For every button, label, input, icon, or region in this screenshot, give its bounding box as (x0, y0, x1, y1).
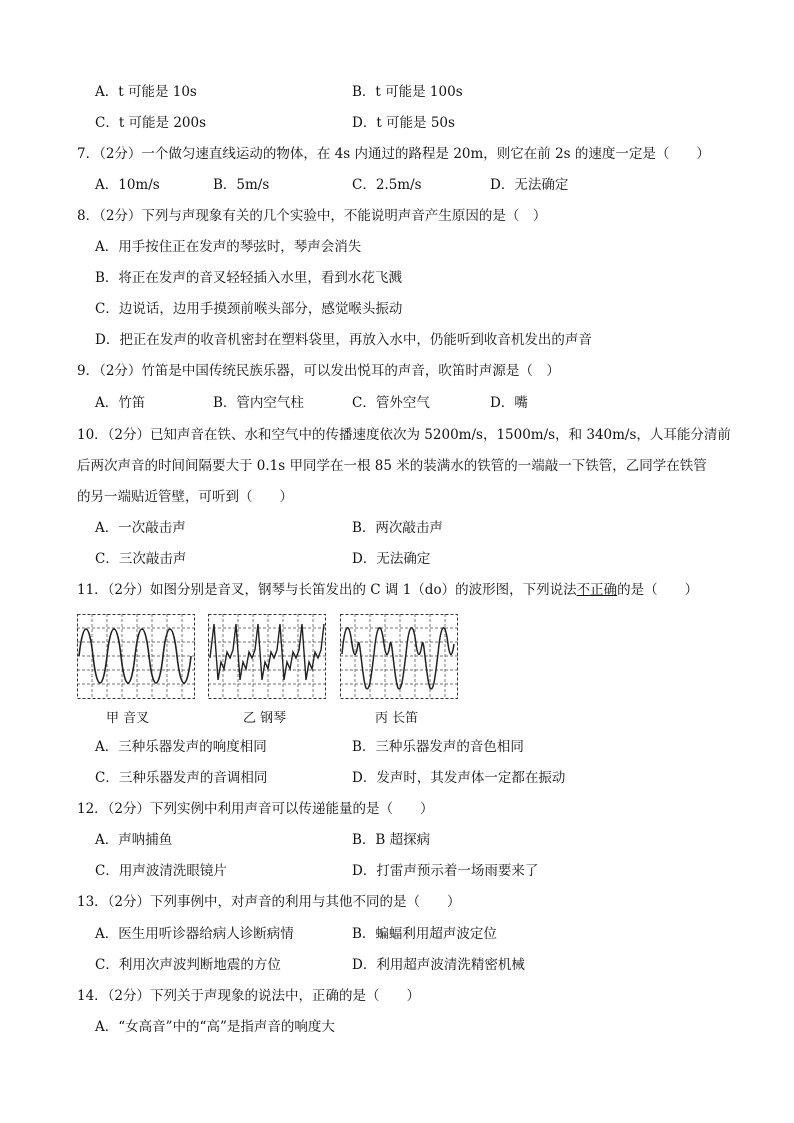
q13-option-b[interactable]: B．蝙蝠利用超声波定位 (352, 926, 497, 942)
q13-stem: 13．（2分）下列事例中，对声音的利用与其他不同的是（ ） (77, 894, 461, 910)
q6-option-c[interactable]: C．t 可能是 200s (95, 115, 207, 131)
q12-option-a[interactable]: A．声呐捕鱼 (95, 832, 173, 848)
q7-option-b[interactable]: B．5m/s (213, 177, 270, 193)
q11-option-b[interactable]: B．三种乐器发声的音色相同 (352, 739, 524, 755)
q10-option-d[interactable]: D．无法确定 (352, 551, 431, 567)
q7-option-c[interactable]: C．2.5m/s (352, 177, 422, 193)
q7-option-d[interactable]: D．无法确定 (490, 177, 569, 193)
q11-stem (77, 581, 698, 599)
q10-stem-line-3: 的另一端贴近管壁，可听到（ ） (77, 489, 293, 505)
q11-option-c[interactable]: C．三种乐器发声的音调相同 (95, 770, 268, 786)
q10-option-a[interactable]: A．一次敲击声 (95, 520, 186, 536)
q14-option-a[interactable]: A．“女高音”中的“高”是指声音的响度大 (95, 1019, 335, 1035)
q11-option-d[interactable]: D．发声时，其发声体一定都在振动 (352, 770, 566, 786)
q10-stem-line-2: 后两次声音的时间间隔要大于 0.1s 甲同学在一根 85 米的装满水的铁管的一端敲一下铁管，乙同学在铁管 (77, 458, 707, 474)
q13-option-a[interactable]: A．医生用听诊器给病人诊断病情 (95, 926, 294, 942)
q12-option-b[interactable]: B．B 超探病 (352, 832, 431, 848)
q6-option-d[interactable]: D．t 可能是 50s (352, 115, 455, 131)
q6-option-b[interactable]: B．t 可能是 100s (352, 84, 463, 100)
q12-option-c[interactable]: C．用声波清洗眼镜片 (95, 863, 227, 879)
q10-stem-line-1: 10．（2分）已知声音在铁、水和空气中的传播速度依次为 5200m/s，1500m/s，和 340m/s，人耳能分清前 (77, 427, 731, 443)
q11-stem-pre: 11．（2分）如图分别是音叉，钢琴与长笛发出的 C 调 1（do）的波形图，下列说法 (77, 582, 577, 598)
q14-stem: 14．（2分）下列关于声现象的说法中，正确的是（ ） (77, 988, 421, 1004)
q10-option-b[interactable]: B．两次敲击声 (352, 520, 443, 536)
q13-option-c[interactable]: C．利用次声波判断地震的方位 (95, 957, 281, 973)
q7-stem: 7．（2分）一个做匀速直线运动的物体，在 4s 内通过的路程是 20m，则它在前 2s 的速度一定是（ ） (77, 146, 710, 162)
q12-option-d[interactable]: D．打雷声预示着一场雨要来了 (352, 863, 539, 879)
q11-option-a[interactable]: A．三种乐器发声的响度相同 (95, 739, 267, 755)
q9-option-d[interactable]: D．嘴 (490, 395, 528, 411)
q11-stem-underlined: 不正确 (576, 582, 618, 598)
q12-stem: 12．（2分）下列实例中利用声音可以传递能量的是（ ） (77, 801, 434, 817)
q13-option-d[interactable]: D．利用超声波清洗精密机械 (352, 957, 525, 973)
caption-flute: 丙 长笛 (375, 711, 419, 726)
flute-waveform (340, 614, 458, 699)
caption-piano: 乙 钢琴 (243, 711, 287, 726)
q8-stem: 8．（2分）下列与声现象有关的几个实验中，不能说明声音产生原因的是（ ） (77, 208, 547, 224)
q10-option-c[interactable]: C．三次敲击声 (95, 551, 187, 567)
q8-option-b[interactable]: B．将正在发声的音叉轻轻插入水里，看到水花飞溅 (95, 270, 402, 286)
q9-option-b[interactable]: B．管内空气柱 (213, 395, 304, 411)
q11-stem-post: 的是（ ） (617, 582, 699, 598)
q9-stem: 9．（2分）竹笛是中国传统民族乐器，可以发出悦耳的声音，吹笛时声源是（ ） (77, 363, 560, 379)
q9-option-c[interactable]: C．管外空气 (352, 395, 430, 411)
q9-option-a[interactable]: A．竹笛 (95, 395, 146, 411)
tuning-fork-waveform (77, 614, 195, 699)
q7-option-a[interactable]: A．10m/s (95, 177, 160, 193)
q8-option-a[interactable]: A．用手按住正在发声的琴弦时，琴声会消失 (95, 239, 362, 255)
q8-option-c[interactable]: C．边说话，边用手摸颈前喉头部分，感觉喉头振动 (95, 301, 403, 317)
q6-option-a[interactable]: A．t 可能是 10s (95, 84, 197, 100)
caption-tuning-fork: 甲 音叉 (106, 711, 150, 726)
q8-option-d[interactable]: D．把正在发声的收音机密封在塑料袋里，再放入水中，仍能听到收音机发出的声音 (95, 332, 592, 348)
piano-waveform (208, 614, 326, 699)
